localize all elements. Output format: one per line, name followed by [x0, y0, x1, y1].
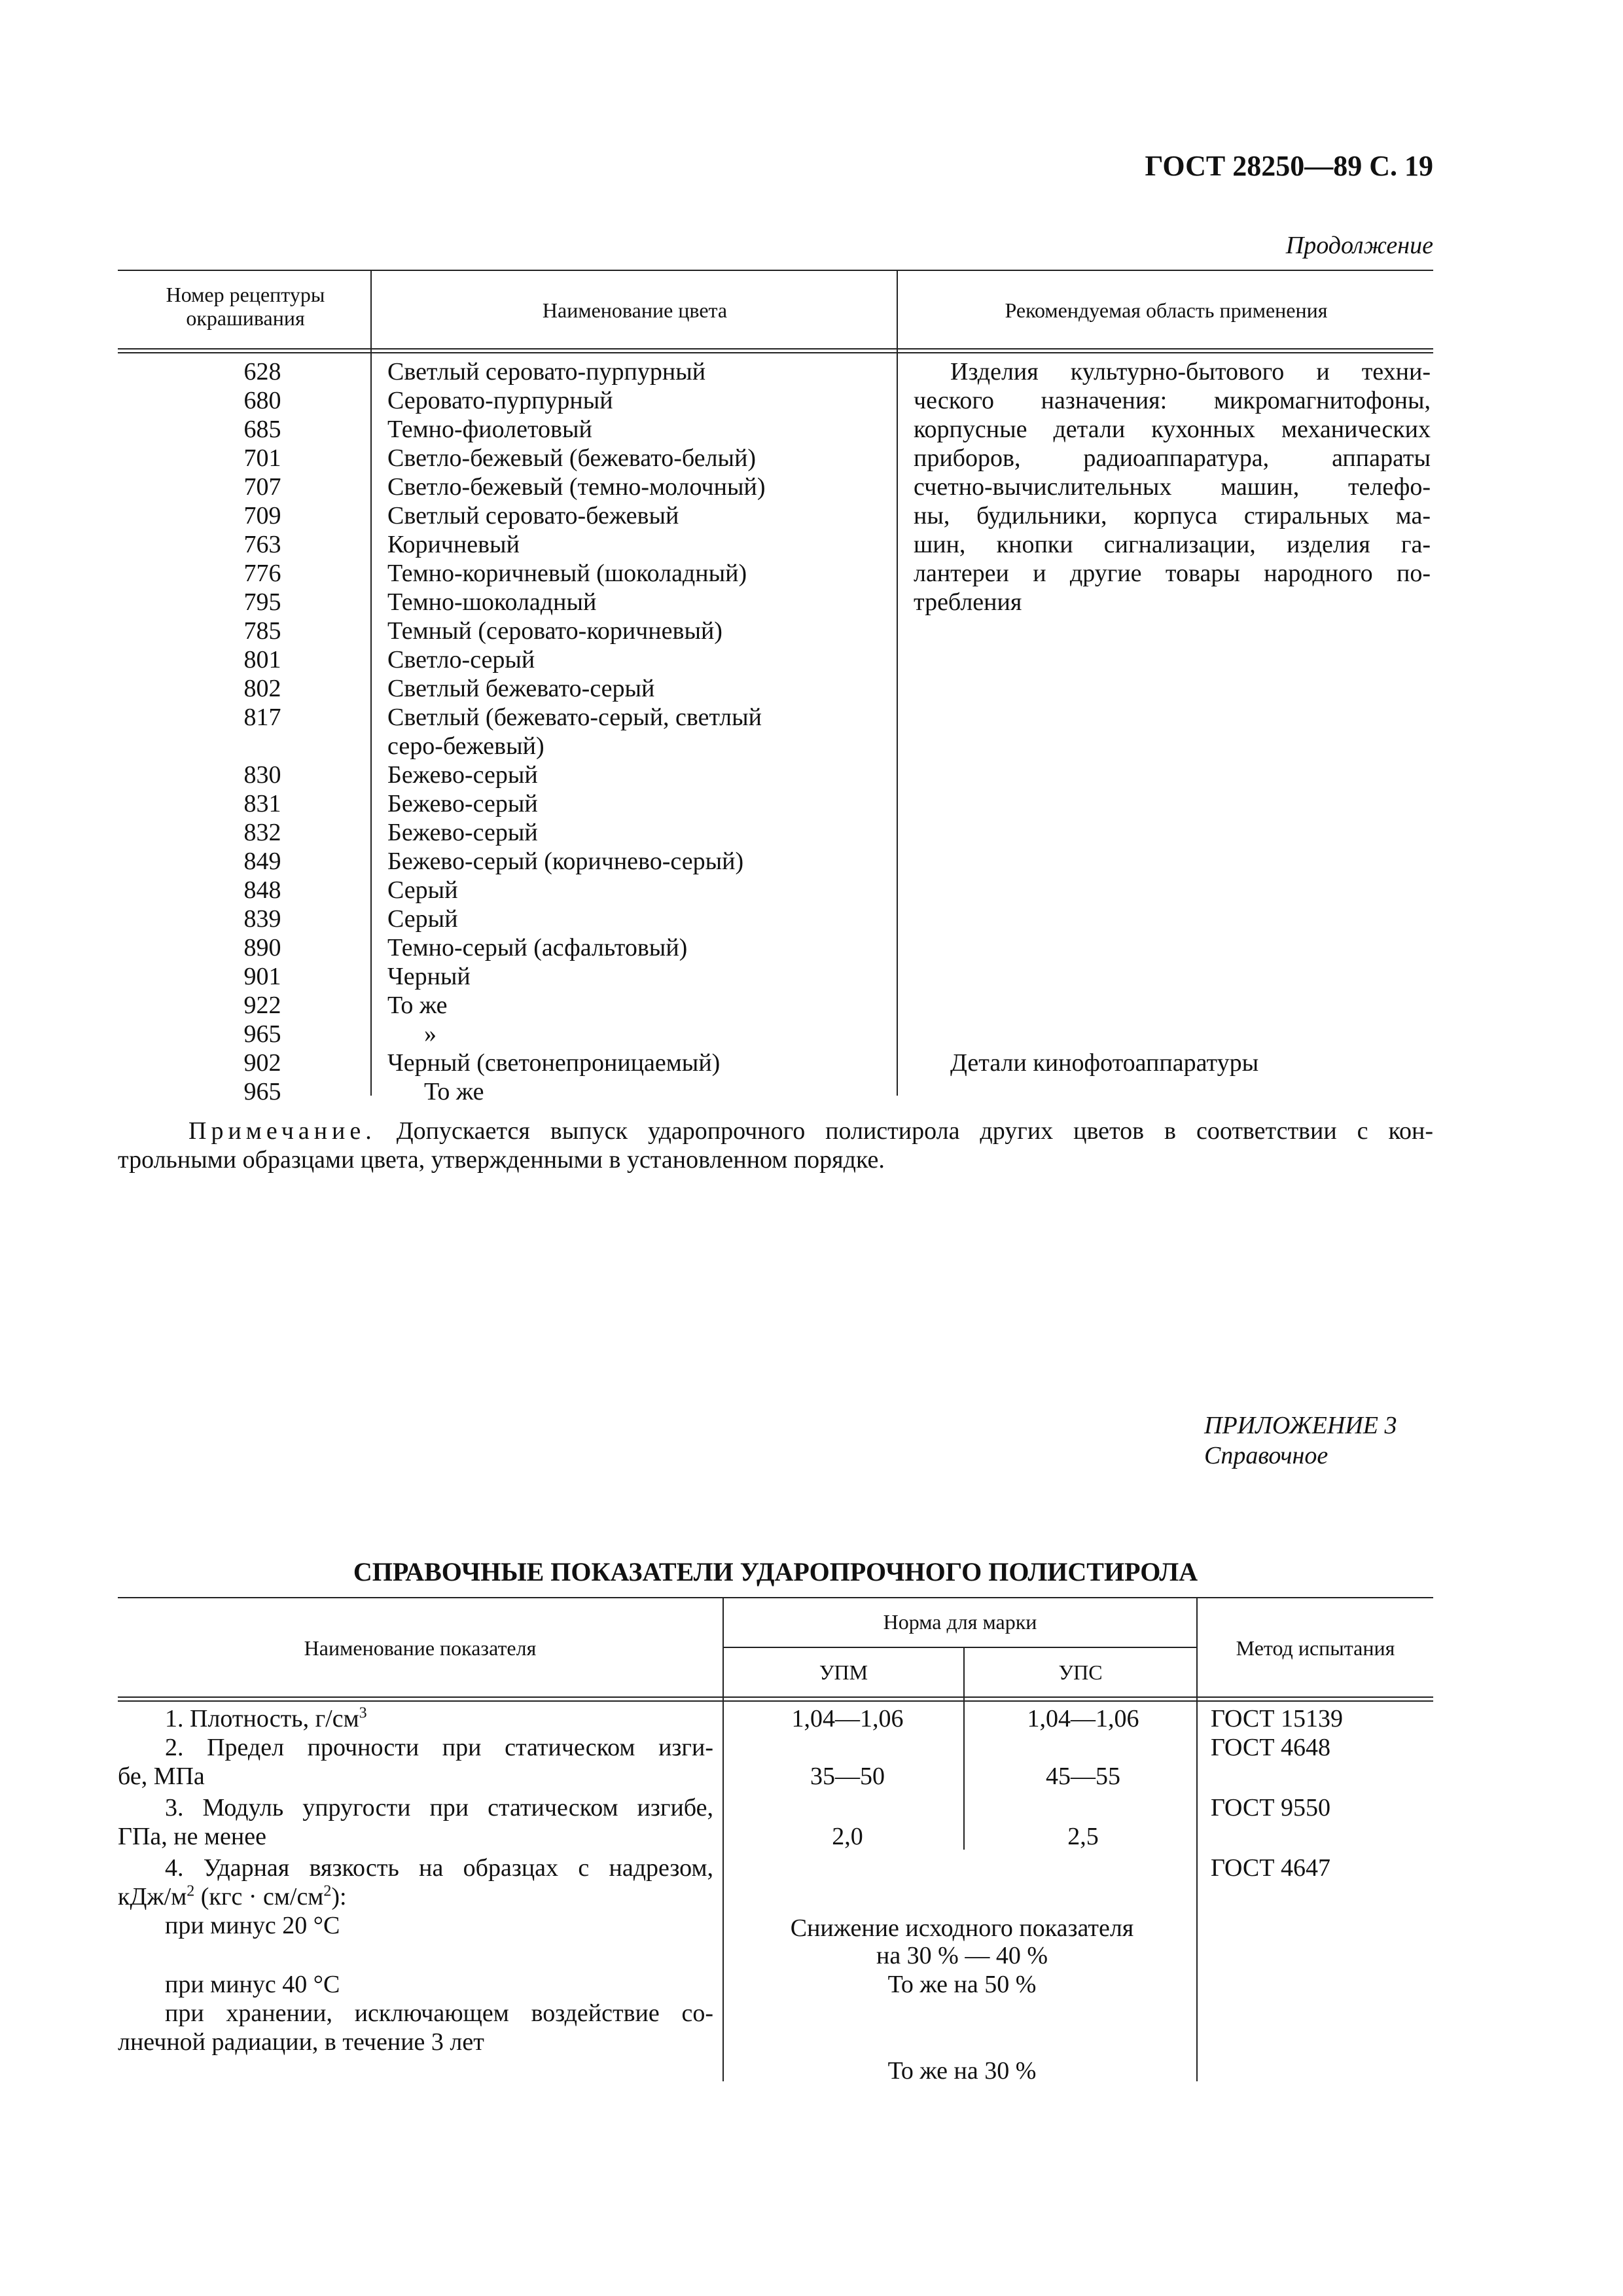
recipe-code: 817	[243, 704, 281, 731]
note-label: Примечание.	[188, 1117, 376, 1145]
color-name: Бежево-серый (коричнево-серый)	[387, 848, 744, 875]
recipe-code: 802	[243, 675, 281, 702]
application-line: счетно-вычислительных машин, телефо-	[914, 473, 1431, 501]
header-color-name: Наименование цвета	[542, 298, 728, 322]
note-line-2: трольными образцами цвета, утвержденными в установленном порядке.	[118, 1146, 885, 1174]
header-indicator-name: Наименование показателя	[304, 1636, 537, 1660]
recipe-code: 801	[243, 646, 281, 673]
recipe-code: 831	[243, 790, 281, 817]
note-line-1	[118, 1117, 1433, 1145]
superscript: 2	[323, 1882, 332, 1900]
color-name: Светлый серовато-бежевый	[387, 502, 679, 529]
value-minus-20-line2: на 30 % — 40 %	[876, 1942, 1048, 1969]
header-recipe-number-line1: Номер рецептуры	[166, 283, 325, 306]
test-method: ГОСТ 4648	[1211, 1734, 1330, 1761]
condition-minus-20: при минус 20 °С	[165, 1912, 340, 1939]
color-name: Светло-серый	[387, 646, 535, 673]
table2-header-rule-2	[118, 1700, 1433, 1702]
recipe-code: 901	[243, 963, 281, 990]
value-ups: 45—55	[1046, 1763, 1120, 1790]
application-cinephoto: Детали кинофотоаппаратуры	[950, 1049, 1259, 1077]
units-a: кДж/м	[118, 1883, 187, 1910]
recipe-code: 839	[243, 905, 281, 933]
recipe-code: 849	[243, 848, 281, 875]
header-recipe-number-line2: окрашивания	[186, 306, 305, 330]
units-c: ):	[331, 1883, 347, 1910]
indicator-flexural-modulus-cont: ГПа, не менее	[118, 1823, 266, 1850]
color-name: Бежево-серый	[387, 819, 538, 846]
value-upm: 1,04—1,06	[791, 1705, 904, 1732]
recipe-code: 701	[243, 444, 281, 472]
table1-col-divider-2	[897, 270, 898, 1096]
color-name: Светлый серовато-пурпурный	[387, 358, 706, 386]
color-name: То же	[424, 1078, 484, 1105]
recipe-code: 830	[243, 761, 281, 789]
color-name: серо-бежевый)	[387, 732, 544, 760]
application-line: лантереи и другие товары народного по-	[914, 560, 1431, 587]
condition-storage: при хранении, исключающем воздействие со-	[165, 2000, 713, 2027]
recipe-code: 965	[243, 1078, 281, 1105]
application-line: корпусные детали кухонных механических	[914, 416, 1431, 443]
table1-header-rule-2	[118, 352, 1433, 353]
color-name: Светлый бежевато-серый	[387, 675, 655, 702]
indicator-flexural-modulus: 3. Модуль упругости при статическом изгибе,	[165, 1794, 713, 1821]
color-name: Серовато-пурпурный	[387, 387, 613, 414]
table2-header-rule	[118, 1696, 1433, 1698]
recipe-code: 763	[243, 531, 281, 558]
color-name: Бежево-серый	[387, 790, 538, 817]
appendix-title: ПРИЛОЖЕНИЕ 3	[1204, 1412, 1397, 1439]
recipe-code: 795	[243, 588, 281, 616]
superscript: 2	[187, 1882, 195, 1900]
test-method: ГОСТ 9550	[1211, 1794, 1330, 1821]
recipe-code	[169, 732, 356, 761]
header-application: Рекомендуемая область применения	[1005, 298, 1328, 322]
application-line: требления	[914, 588, 1022, 616]
color-name: Серый	[387, 905, 458, 933]
indicator-impact-strength-units	[118, 1882, 713, 1911]
color-name: Черный	[387, 963, 471, 990]
color-name: Черный (светонепроницаемый)	[387, 1049, 721, 1077]
recipe-code: 707	[243, 473, 281, 501]
indicator-impact-strength: 4. Ударная вязкость на образцах с надрезом,	[165, 1854, 713, 1882]
color-name: »	[424, 1020, 437, 1048]
recipe-code: 965	[243, 1020, 281, 1048]
value-storage: То же на 30 %	[887, 2057, 1037, 2085]
recipe-code: 680	[243, 387, 281, 414]
value-upm: 35—50	[810, 1763, 885, 1790]
application-line: шин, кнопки сигнализации, изделия га-	[914, 531, 1431, 558]
header-recipe-number	[131, 283, 360, 330]
recipe-code: 709	[243, 502, 281, 529]
table1-col-divider-1	[370, 270, 372, 1096]
superscript: 3	[359, 1704, 367, 1722]
continuation-label: Продолжение	[1285, 232, 1433, 259]
color-name: Коричневый	[387, 531, 520, 558]
application-line: ны, будильники, корпуса стиральных ма-	[914, 502, 1431, 529]
recipe-code: 832	[243, 819, 281, 846]
recipe-code: 902	[243, 1049, 281, 1077]
table2-top-rule	[118, 1597, 1433, 1598]
recipe-code: 785	[243, 617, 281, 645]
color-name: Бежево-серый	[387, 761, 538, 789]
recipe-code: 685	[243, 416, 281, 443]
recipe-code: 628	[243, 358, 281, 386]
value-ups: 2,5	[1067, 1823, 1099, 1850]
application-line: Изделия культурно-бытового и техни-	[950, 358, 1431, 386]
indicator-density-text: 1. Плотность, г/см	[165, 1705, 359, 1732]
color-name: Темно-серый (асфальтовый)	[387, 934, 688, 961]
table2-mid-rule	[722, 1647, 1196, 1648]
color-name: Светло-бежевый (бежевато-белый)	[387, 444, 757, 472]
recipe-code: 922	[243, 992, 281, 1019]
color-name: Серый	[387, 876, 458, 904]
color-name: То же	[387, 992, 448, 1019]
table1-top-rule	[118, 270, 1433, 271]
table-note	[118, 1117, 1433, 1174]
color-name: Светлый (бежевато-серый, светлый	[387, 704, 762, 731]
value-ups: 1,04—1,06	[1027, 1705, 1139, 1732]
header-norm-for-grade: Норма для марки	[883, 1610, 1037, 1634]
value-minus-40: То же на 50 %	[887, 1971, 1037, 1998]
indicator-flexural-strength-cont: бе, МПа	[118, 1763, 205, 1790]
header-upm: УПМ	[819, 1660, 868, 1684]
units-b: (кгс · см/см	[194, 1883, 324, 1910]
indicator-flexural-strength: 2. Предел прочности при статическом изги-	[165, 1734, 713, 1761]
color-name: Темно-шоколадный	[387, 588, 597, 616]
table1-header-rule	[118, 348, 1433, 350]
recipe-code: 890	[243, 934, 281, 961]
recipe-code: 848	[243, 876, 281, 904]
value-upm: 2,0	[832, 1823, 863, 1850]
condition-storage-cont: лнечной радиации, в течение 3 лет	[118, 2028, 484, 2056]
color-name: Темный (серовато-коричневый)	[387, 617, 722, 645]
color-name: Темно-фиолетовый	[387, 416, 592, 443]
appendix-subtitle: Справочное	[1204, 1442, 1329, 1469]
table2-divider-method	[1196, 1597, 1198, 2081]
application-line: ческого назначения: микромагнитофоны,	[914, 387, 1431, 414]
indicator-density	[118, 1704, 713, 1733]
test-method: ГОСТ 15139	[1211, 1705, 1343, 1732]
header-ups: УПС	[1058, 1660, 1103, 1684]
test-method: ГОСТ 4647	[1211, 1854, 1330, 1882]
recipe-code: 776	[243, 560, 281, 587]
application-line: приборов, радиоаппаратура, аппараты	[914, 444, 1431, 472]
value-minus-20-line1: Снижение исходного показателя	[790, 1914, 1134, 1942]
header-test-method: Метод испытания	[1236, 1636, 1395, 1660]
condition-minus-40: при минус 40 °С	[165, 1971, 340, 1998]
color-name: Темно-коричневый (шоколадный)	[387, 560, 747, 587]
page-header: ГОСТ 28250—89 С. 19	[1145, 150, 1433, 182]
table2-title: СПРАВОЧНЫЕ ПОКАЗАТЕЛИ УДАРОПРОЧНОГО ПОЛИСТИРОЛА	[353, 1557, 1198, 1587]
note-text-1: Допускается выпуск ударопрочного полистирола других цветов в соответствии с кон-	[396, 1117, 1433, 1145]
color-name: Светло-бежевый (темно-молочный)	[387, 473, 766, 501]
